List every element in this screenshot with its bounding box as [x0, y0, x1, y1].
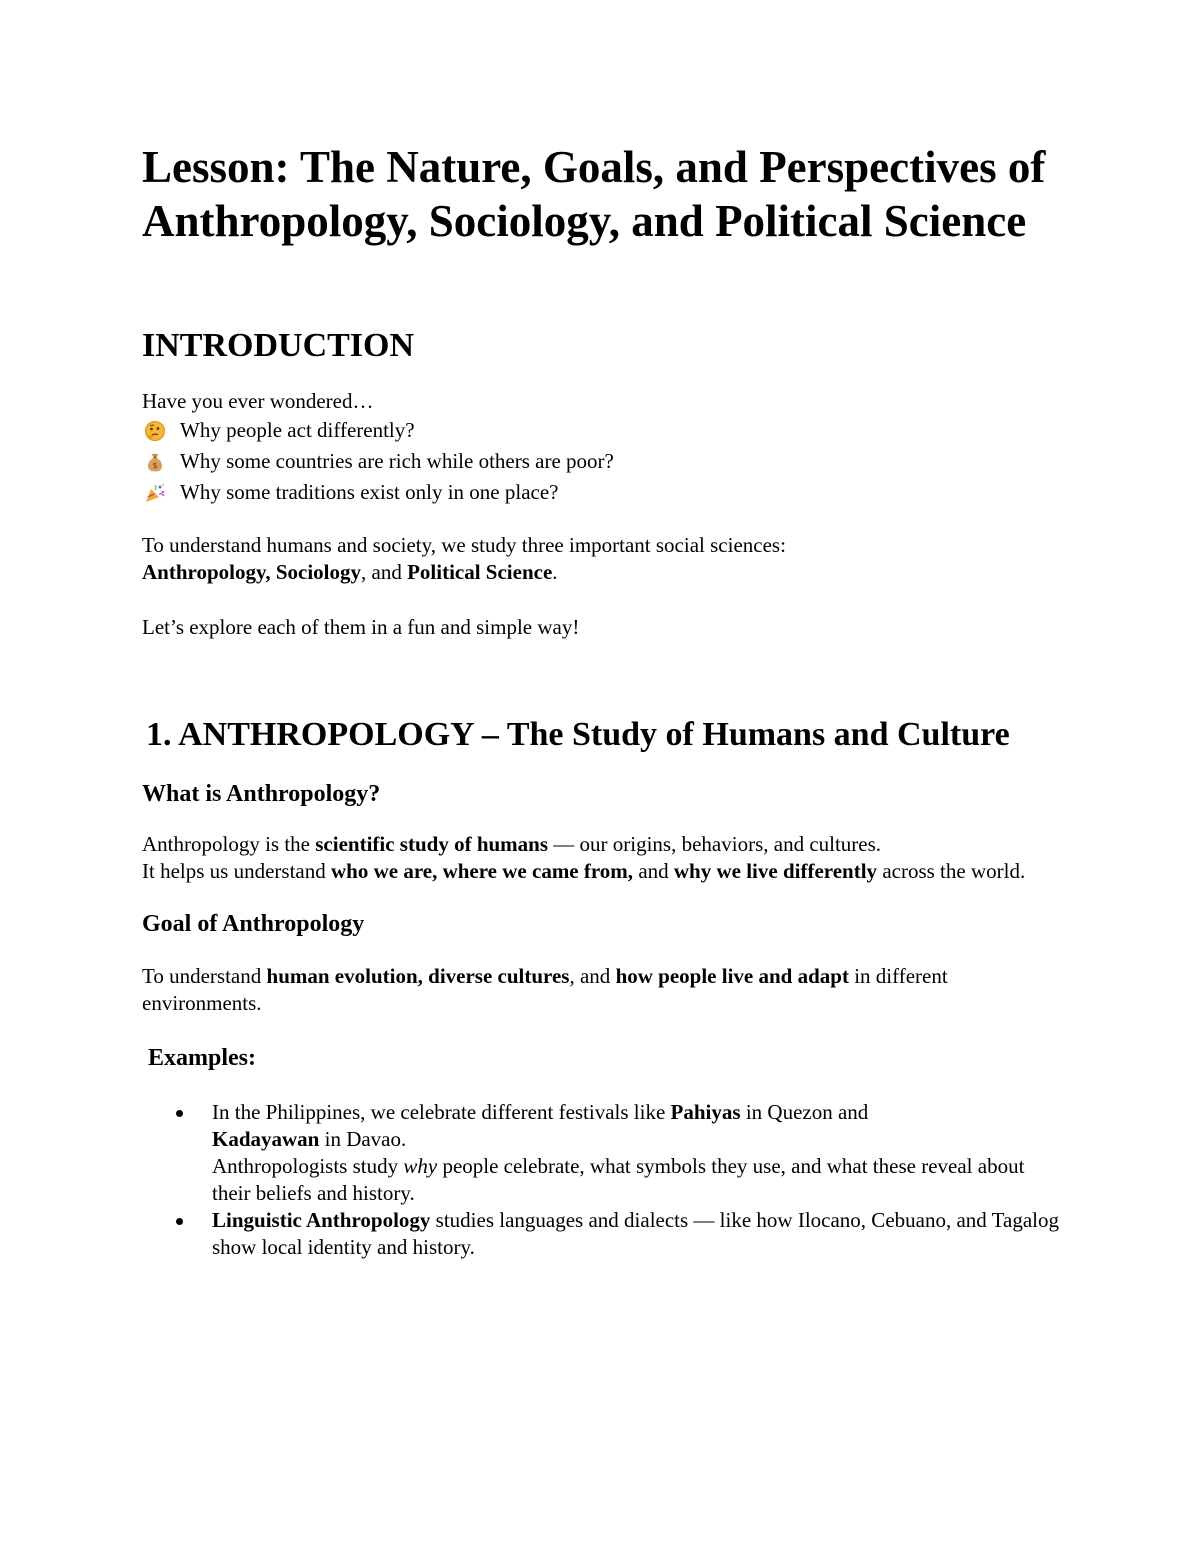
question-item [142, 477, 1062, 508]
question-text: Why people act differently? [180, 418, 415, 442]
question-text: Why some countries are rich while others are poor? [180, 449, 614, 473]
question-item [142, 446, 1062, 477]
thinking-face-icon [142, 420, 168, 442]
intro-explore: Let’s explore each of them in a fun and simple way! [142, 615, 580, 639]
question-item [142, 415, 1062, 446]
goal-heading: Goal of Anthropology [142, 911, 365, 937]
science-sociology: Sociology [275, 560, 361, 584]
what-is-anthropology-heading: What is Anthropology? [142, 781, 381, 807]
intro-understand: To understand humans and society, we study three important social sciences: Anthropology, Sociology, and Political Science. [142, 533, 786, 584]
goal-text: To understand human evolution, diverse cultures, and how people live and adapt in different environments. [142, 964, 948, 1015]
svg-text:$: $ [152, 460, 158, 470]
introduction-heading: INTRODUCTION [142, 327, 415, 364]
examples-list [142, 1099, 1062, 1261]
examples-heading: Examples: [148, 1045, 256, 1071]
intro-lead: Have you ever wondered… [142, 389, 374, 413]
science-anthropology: Anthropology [142, 560, 266, 584]
anthropology-definition: Anthropology is the scientific study of humans — our origins, behaviors, and cultures. It helps us understand who we are, where we came from, and why we live differently across the world. [142, 832, 1026, 883]
question-text: Why some traditions exist only in one place? [180, 480, 559, 504]
science-political-science: Political Science [407, 560, 553, 584]
lesson-title: Lesson: The Nature, Goals, and Perspectives of Anthropology, Sociology, and Political Science [142, 142, 1046, 246]
anthropology-heading: 1. ANTHROPOLOGY – The Study of Humans and Culture [146, 716, 1010, 753]
list-item: Linguistic Anthropology studies languages and dialects — like how Ilocano, Cebuano, and Tagalog show local identity and history. [212, 1207, 1062, 1261]
money-bag-icon [142, 451, 168, 473]
document-content [142, 140, 1062, 1261]
list-item: In the Philippines, we celebrate different festivals like Pahiyas in Quezon and Kadayawan in Davao. Anthropologists study why people celebrate, what symbols they use, and what these reveal about their beliefs and history. [212, 1099, 1062, 1207]
party-popper-icon [142, 482, 168, 504]
